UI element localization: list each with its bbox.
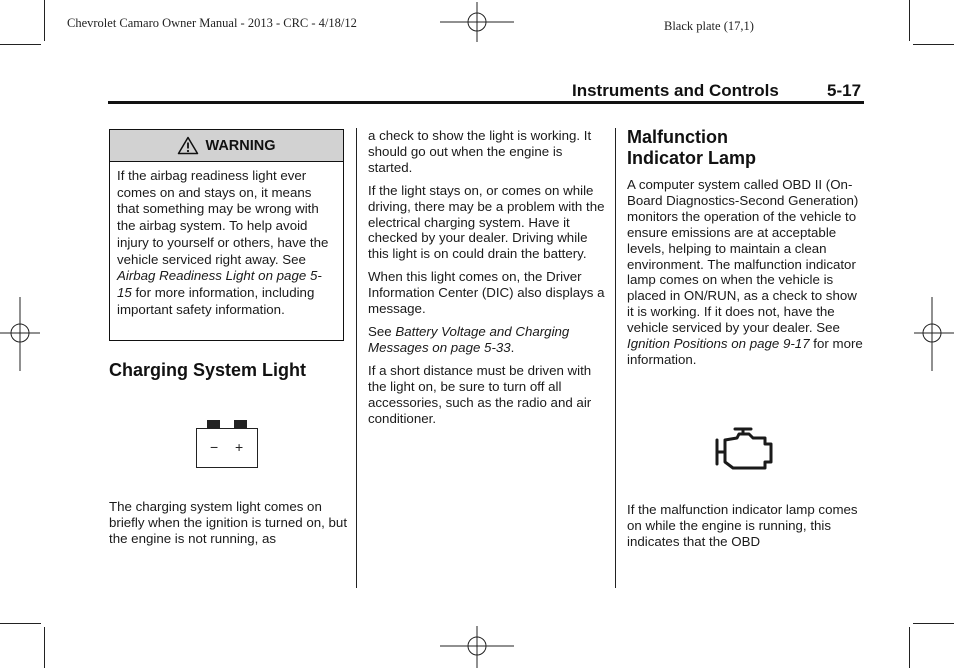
crop-mark-top-right-v xyxy=(909,0,910,41)
malfunction-para-1-pre: A computer system called OBD II (On-Board Diagnostics-Second Generation) monitors the operation of the vehicle to ensure emissions are at acceptable levels, helping to maintain a clean environment. The malfunction indicator lamp comes on when the vehicle is placed in ON/RUN, as a check to show it is working. If it does not, have the vehicle serviced by your dealer. See xyxy=(627,177,859,336)
crop-mark-top-left-v xyxy=(44,0,45,41)
crop-mark-top-left-h xyxy=(0,44,41,45)
malfunction-heading-line-1: Malfunction xyxy=(627,127,728,147)
charging-paragraph: The charging system light comes on briefly when the ignition is turned on, but the engine is not running, as xyxy=(109,499,348,546)
malfunction-heading xyxy=(627,127,756,169)
malfunction-paragraph-2: If the malfunction indicator lamp comes on while the engine is running, this indicates that the OBD xyxy=(627,502,858,549)
crop-mark-top-right-h xyxy=(913,44,954,45)
charging-heading: Charging System Light xyxy=(109,360,307,380)
malfunction-para-1-post: for more information. xyxy=(627,336,863,367)
warning-triangle-icon xyxy=(177,136,199,155)
warning-text-1: If the airbag readiness light ever comes on and stays on, it means that something may be wrong with the airbag system. To help avoid injury to yourself or others, have the vehicle serviced right away. See xyxy=(117,168,329,267)
crop-mark-bottom-right-h xyxy=(913,623,954,624)
malfunction-heading-line-2: Indicator Lamp xyxy=(627,148,757,168)
middle-para-4-post: . xyxy=(510,339,515,355)
warning-xref[interactable]: Airbag Readiness Light on page 5-15 xyxy=(117,268,322,300)
registration-mark-left xyxy=(0,295,42,373)
malfunction-para-2 xyxy=(627,502,865,557)
registration-mark-right xyxy=(912,295,954,373)
middle-para-4-pre: See xyxy=(368,323,396,339)
middle-para-4 xyxy=(368,324,608,356)
battery-terminal-positive xyxy=(234,420,247,428)
warning-label: WARNING xyxy=(205,137,276,154)
crop-mark-bottom-right-v xyxy=(909,627,910,668)
registration-mark-bottom xyxy=(438,626,516,668)
middle-para-2: If the light stays on, or comes on while driving, there may be a problem with the electrical charging system. Have it checked by your dealer. Driving while this light is on could drain the battery. xyxy=(368,182,605,262)
ignition-positions-xref[interactable]: Ignition Positions on page 9-17 xyxy=(627,336,810,352)
page-number: 5-17 xyxy=(827,81,862,100)
warning-body xyxy=(110,162,343,324)
warning-box xyxy=(109,129,344,341)
warning-text-2: for more information, including important safety information. xyxy=(117,284,315,317)
malfunction-para-1 xyxy=(627,177,865,375)
column-divider-1 xyxy=(356,128,357,588)
middle-para-1: a check to show the light is working. It should go out when the engine is started. xyxy=(368,128,592,175)
crop-mark-bottom-left-h xyxy=(0,623,41,624)
print-header-left: Chevrolet Camaro Owner Manual - 2013 - CRC - 4/18/12 xyxy=(67,16,357,30)
crop-mark-bottom-left-v xyxy=(44,627,45,668)
registration-mark-top xyxy=(438,2,516,44)
warning-header xyxy=(110,130,343,162)
print-header-right: Black plate (17,1) xyxy=(664,19,754,33)
battery-terminal-negative xyxy=(207,420,220,428)
battery-icon xyxy=(196,428,258,468)
middle-para-5: If a short distance must be driven with the light on, be sure to turn off all accessories, such as the radio and air conditioner. xyxy=(368,362,592,426)
middle-para-3: When this light comes on, the Driver Information Center (DIC) also displays a message. xyxy=(368,269,605,317)
charging-para-1 xyxy=(109,499,349,554)
battery-voltage-xref[interactable]: Battery Voltage and Charging Messages on page 5-33 xyxy=(368,323,570,355)
battery-minus-sign: − xyxy=(210,439,219,455)
running-header-section: Instruments and Controls xyxy=(572,81,779,100)
engine-icon xyxy=(713,426,777,470)
malfunction-paragraph-1 xyxy=(627,177,865,368)
middle-column xyxy=(368,128,608,433)
battery-plus-sign: + xyxy=(235,439,244,455)
column-divider-2 xyxy=(615,128,616,588)
header-rule xyxy=(108,101,864,104)
